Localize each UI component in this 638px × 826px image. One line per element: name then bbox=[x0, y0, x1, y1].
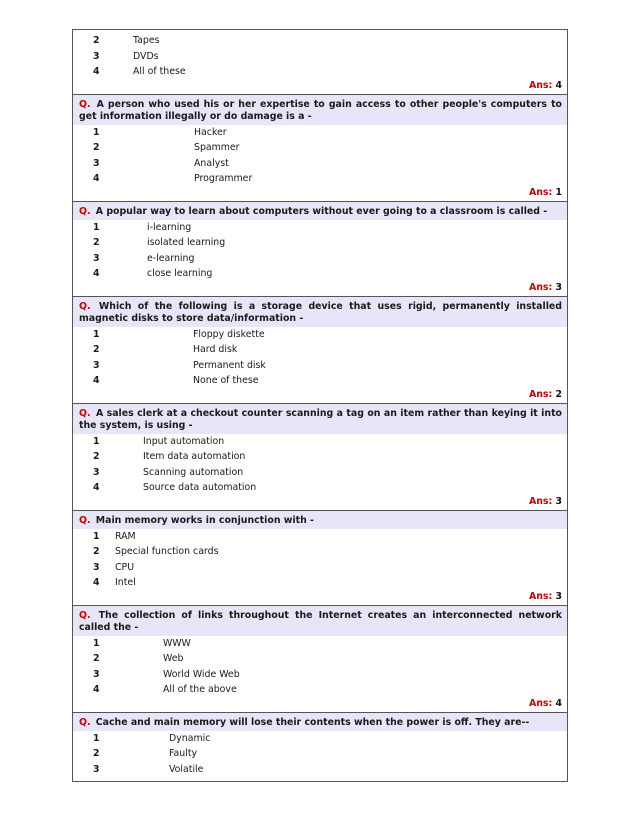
option-text: Item data automation bbox=[143, 451, 246, 462]
option-number: 4 bbox=[93, 375, 100, 386]
option-number: 3 bbox=[93, 668, 100, 680]
option-text: Special function cards bbox=[115, 546, 219, 557]
question-block bbox=[72, 202, 568, 297]
question-marker: Q. bbox=[79, 407, 91, 419]
option-row bbox=[73, 434, 567, 450]
answer-line bbox=[73, 80, 567, 94]
question-body: Which of the following is a storage device that uses rigid, permanently installed magnetic disks to store data/information - bbox=[79, 300, 562, 324]
option-text: RAM bbox=[115, 530, 136, 542]
option-row bbox=[73, 49, 567, 65]
option-row bbox=[73, 449, 567, 465]
option-text: Hard disk bbox=[193, 344, 238, 355]
option-text: close learning bbox=[147, 268, 213, 279]
option-number: 2 bbox=[93, 748, 100, 759]
option-number: 2 bbox=[93, 344, 100, 355]
options-list bbox=[73, 636, 567, 698]
option-row bbox=[73, 636, 567, 652]
question-marker: Q. bbox=[79, 98, 91, 110]
question-text bbox=[73, 404, 567, 434]
option-number: 4 bbox=[93, 482, 100, 493]
options-list bbox=[73, 529, 567, 591]
option-text: Analyst bbox=[194, 157, 229, 169]
option-number: 2 bbox=[93, 35, 100, 46]
option-text: All of these bbox=[133, 66, 186, 77]
question-block bbox=[72, 404, 568, 511]
option-row bbox=[73, 140, 567, 156]
option-text: Source data automation bbox=[143, 482, 257, 493]
option-text: Programmer bbox=[194, 173, 253, 184]
option-number: 3 bbox=[93, 561, 100, 573]
option-number: 1 bbox=[93, 732, 100, 744]
option-number: 4 bbox=[93, 577, 100, 588]
answer-label: Ans: bbox=[528, 697, 556, 709]
option-text: Dynamic bbox=[169, 732, 211, 744]
option-number: 4 bbox=[93, 66, 100, 77]
option-number: 1 bbox=[93, 328, 100, 340]
option-text: WWW bbox=[163, 637, 191, 649]
question-block bbox=[72, 511, 568, 606]
option-row bbox=[73, 235, 567, 251]
option-row bbox=[73, 575, 567, 591]
option-text: Input automation bbox=[143, 435, 225, 447]
option-row bbox=[73, 731, 567, 747]
option-number: 4 bbox=[93, 684, 100, 695]
question-text bbox=[73, 606, 567, 636]
option-number: 1 bbox=[93, 637, 100, 649]
options-list bbox=[73, 30, 567, 80]
option-row bbox=[73, 171, 567, 187]
answer-label: Ans: bbox=[528, 281, 556, 293]
option-text: i-learning bbox=[147, 221, 192, 233]
answer-value: 2 bbox=[555, 388, 562, 400]
option-row bbox=[73, 266, 567, 282]
option-number: 3 bbox=[93, 763, 100, 775]
option-text: Spammer bbox=[194, 142, 240, 153]
option-row bbox=[73, 358, 567, 374]
question-text bbox=[73, 95, 567, 125]
options-list bbox=[73, 731, 567, 778]
option-row bbox=[73, 251, 567, 267]
question-marker: Q. bbox=[79, 300, 91, 312]
option-text: Floppy diskette bbox=[193, 328, 265, 340]
option-number: 1 bbox=[93, 435, 100, 447]
option-row bbox=[73, 465, 567, 481]
option-number: 2 bbox=[93, 546, 100, 557]
option-number: 4 bbox=[93, 173, 100, 184]
option-row bbox=[73, 762, 567, 778]
question-body: Cache and main memory will lose their contents when the power is off. They are-- bbox=[92, 716, 530, 728]
answer-line bbox=[73, 591, 567, 605]
answer-label: Ans: bbox=[528, 590, 556, 602]
answer-value: 1 bbox=[555, 186, 562, 198]
option-row bbox=[73, 220, 567, 236]
option-text: All of the above bbox=[163, 684, 237, 695]
answer-value: 4 bbox=[555, 697, 562, 709]
answer-value: 4 bbox=[555, 79, 562, 91]
question-sheet bbox=[72, 29, 568, 782]
option-row bbox=[73, 560, 567, 576]
option-text: isolated learning bbox=[147, 237, 226, 248]
answer-label: Ans: bbox=[528, 388, 556, 400]
answer-line bbox=[73, 282, 567, 296]
option-text: Permanent disk bbox=[193, 359, 266, 371]
answer-line bbox=[73, 389, 567, 403]
answer-label: Ans: bbox=[528, 495, 556, 507]
option-row bbox=[73, 529, 567, 545]
options-list bbox=[73, 220, 567, 282]
options-list bbox=[73, 327, 567, 389]
option-row bbox=[73, 156, 567, 172]
answer-value: 3 bbox=[555, 590, 562, 602]
question-text bbox=[73, 297, 567, 327]
option-row bbox=[73, 64, 567, 80]
option-text: Tapes bbox=[133, 35, 160, 46]
option-row bbox=[73, 373, 567, 389]
question-body: Main memory works in conjunction with - bbox=[92, 514, 314, 526]
question-block bbox=[72, 297, 568, 404]
option-text: None of these bbox=[193, 375, 259, 386]
answer-line bbox=[73, 496, 567, 510]
option-row bbox=[73, 667, 567, 683]
option-number: 2 bbox=[93, 653, 100, 664]
option-number: 3 bbox=[93, 466, 100, 478]
option-number: 4 bbox=[93, 268, 100, 279]
option-number: 3 bbox=[93, 252, 100, 264]
option-text: Volatile bbox=[169, 763, 204, 775]
question-body: A popular way to learn about computers without ever going to a classroom is called - bbox=[92, 205, 548, 217]
answer-value: 3 bbox=[555, 495, 562, 507]
question-block bbox=[72, 95, 568, 202]
block-padding bbox=[73, 777, 567, 781]
option-text: Hacker bbox=[194, 126, 227, 138]
answer-label: Ans: bbox=[528, 186, 556, 198]
option-row bbox=[73, 682, 567, 698]
question-body: A person who used his or her expertise to gain access to other people's computers to get information illegally or do damage is a - bbox=[79, 98, 562, 122]
option-number: 3 bbox=[93, 359, 100, 371]
option-row bbox=[73, 33, 567, 49]
question-text bbox=[73, 511, 567, 529]
option-number: 1 bbox=[93, 221, 100, 233]
option-text: CPU bbox=[115, 561, 135, 573]
answer-value: 3 bbox=[555, 281, 562, 293]
option-row bbox=[73, 651, 567, 667]
option-number: 2 bbox=[93, 142, 100, 153]
option-number: 2 bbox=[93, 237, 100, 248]
option-row bbox=[73, 327, 567, 343]
answer-label: Ans: bbox=[528, 79, 556, 91]
question-text bbox=[73, 202, 567, 220]
option-row bbox=[73, 746, 567, 762]
option-number: 3 bbox=[93, 50, 100, 62]
option-number: 1 bbox=[93, 530, 100, 542]
question-block bbox=[72, 29, 568, 95]
option-row bbox=[73, 125, 567, 141]
option-number: 2 bbox=[93, 451, 100, 462]
question-body: The collection of links throughout the Internet creates an interconnected network called the - bbox=[79, 609, 562, 633]
option-text: World Wide Web bbox=[163, 668, 240, 680]
question-marker: Q. bbox=[79, 514, 91, 526]
option-row bbox=[73, 480, 567, 496]
option-text: Intel bbox=[115, 577, 136, 588]
question-marker: Q. bbox=[79, 609, 91, 621]
option-text: e-learning bbox=[147, 252, 195, 264]
option-text: Faulty bbox=[169, 748, 198, 759]
answer-line bbox=[73, 698, 567, 712]
option-row bbox=[73, 342, 567, 358]
option-row bbox=[73, 544, 567, 560]
answer-line bbox=[73, 187, 567, 201]
option-text: Web bbox=[163, 653, 184, 664]
option-number: 3 bbox=[93, 157, 100, 169]
question-text bbox=[73, 713, 567, 731]
option-number: 1 bbox=[93, 126, 100, 138]
options-list bbox=[73, 125, 567, 187]
question-body: A sales clerk at a checkout counter scanning a tag on an item rather than keying it into the system, is using - bbox=[79, 407, 562, 431]
options-list bbox=[73, 434, 567, 496]
question-block bbox=[72, 606, 568, 713]
option-text: Scanning automation bbox=[143, 466, 244, 478]
question-block bbox=[72, 713, 568, 783]
option-text: DVDs bbox=[133, 50, 159, 62]
question-marker: Q. bbox=[79, 716, 91, 728]
question-marker: Q. bbox=[79, 205, 91, 217]
